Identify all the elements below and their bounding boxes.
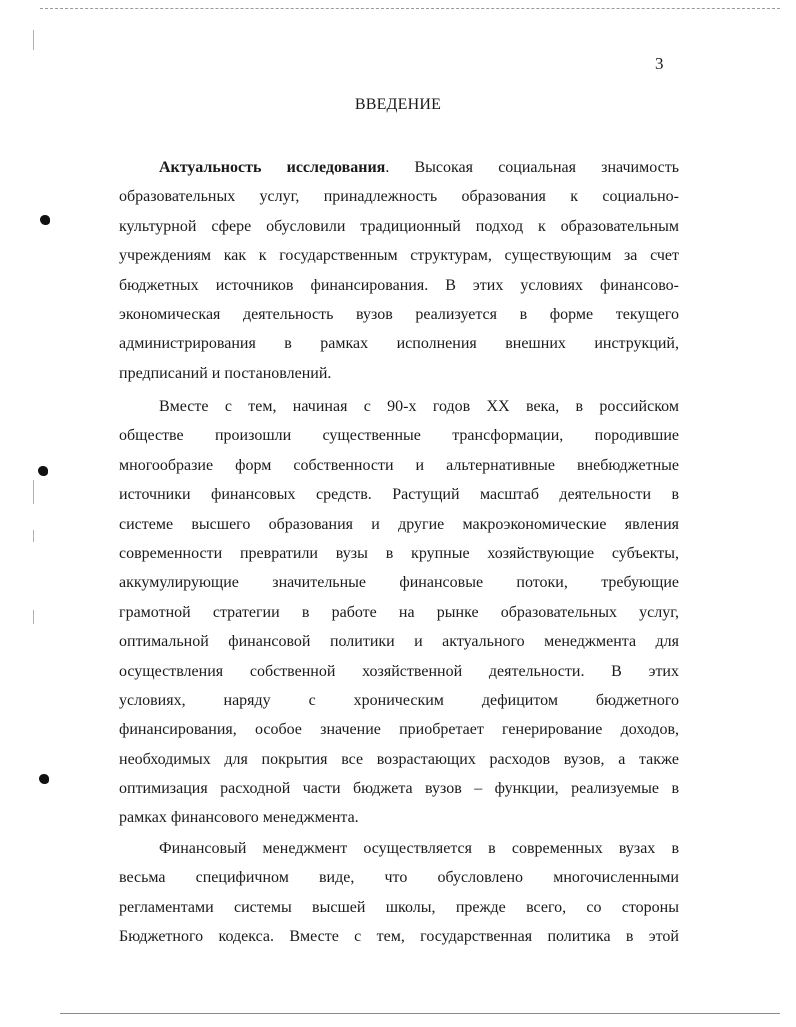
paragraph-3 bbox=[119, 834, 679, 952]
scan-edge-mark bbox=[33, 530, 34, 542]
scan-edge-top bbox=[40, 8, 780, 9]
punch-hole-mark bbox=[40, 215, 50, 225]
scan-edge-mark bbox=[33, 480, 34, 504]
text-line: весьма специфичном виде, что обусловлено многочисленными bbox=[119, 869, 679, 887]
text-line: осуществления собственной хозяйственной деятельности. В этих bbox=[119, 662, 679, 680]
text-line: финансирования, особое значение приобретает генерирование доходов, bbox=[119, 721, 679, 739]
text-line: оптимизация расходной части бюджета вузов – функции, реализуемые в bbox=[119, 780, 679, 798]
page-number: 3 bbox=[655, 54, 664, 73]
text-line: экономическая деятельность вузов реализуется в форме текущего bbox=[119, 305, 679, 323]
text-line: образовательных услуг, принадлежность образования к социально- bbox=[119, 188, 679, 206]
text-line: многообразие форм собственности и альтернативные внебюджетные bbox=[119, 456, 679, 474]
scan-edge-mark bbox=[33, 30, 34, 50]
text-line: учреждениям как к государственным структурам, существующим за счет bbox=[119, 247, 679, 265]
text-line: рамках финансового менеджмента. bbox=[119, 809, 359, 827]
text-line: культурной сфере обусловили традиционный подход к образовательным bbox=[119, 217, 679, 235]
paragraph-2 bbox=[119, 392, 679, 833]
text-line: условиях, наряду с хроническим дефицитом бюджетного bbox=[119, 691, 679, 709]
bold-lead: Актуальность исследования bbox=[159, 159, 386, 176]
text-line: бюджетных источников финансирования. В этих условиях финансово- bbox=[119, 276, 679, 294]
text-line: системе высшего образования и другие макроэкономические явления bbox=[119, 515, 679, 533]
text-line: Вместе с тем, начиная с 90-х годов XX века, в российском bbox=[159, 398, 679, 415]
text-line: аккумулирующие значительные финансовые потоки, требующие bbox=[119, 574, 679, 592]
text-line: регламентами системы высшей школы, прежде всего, со стороны bbox=[119, 898, 679, 916]
text-line: администрирования в рамках исполнения внешних инструкций, bbox=[119, 335, 679, 353]
text-line: Финансовый менеджмент осуществляется в современных вузах в bbox=[159, 840, 679, 857]
text-line: необходимых для покрытия все возрастающих расходов вузов, а также bbox=[119, 750, 679, 768]
text-line: источники финансовых средств. Растущий масштаб деятельности в bbox=[119, 486, 679, 504]
punch-hole-mark bbox=[39, 774, 49, 784]
text-line: предписаний и постановлений. bbox=[119, 364, 332, 382]
text-line: оптимальной финансовой политики и актуального менеджмента для bbox=[119, 633, 679, 651]
scan-edge-bottom bbox=[60, 1013, 780, 1014]
paragraph-1 bbox=[119, 153, 679, 388]
text-line: обществе произошли существенные трансформации, породившие bbox=[119, 427, 679, 445]
text-line: грамотной стратегии в работе на рынке образовательных услуг, bbox=[119, 603, 679, 621]
punch-hole-mark bbox=[38, 466, 48, 476]
text-line: Бюджетного кодекса. Вместе с тем, государственная политика в этой bbox=[119, 928, 679, 946]
scan-edge-mark bbox=[33, 610, 34, 624]
text-line: Актуальность исследования. Высокая социальная значимость bbox=[159, 159, 679, 176]
text-line: современности превратили вузы в крупные хозяйствующие субъекты, bbox=[119, 544, 679, 562]
page-heading: ВВЕДЕНИЕ bbox=[354, 96, 442, 113]
